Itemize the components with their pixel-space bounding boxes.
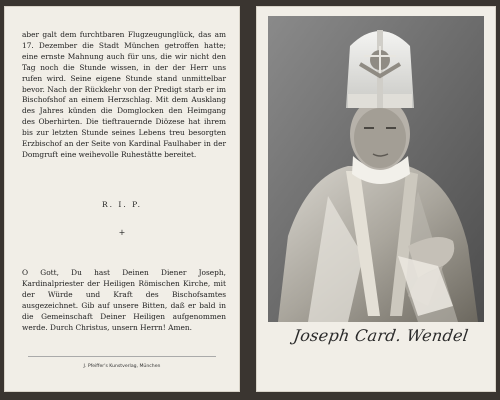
rip-text: R. I. P. <box>101 200 143 209</box>
cardinal-portrait-photo <box>268 16 484 322</box>
right-card <box>256 6 496 392</box>
obituary-paragraph: aber galt dem furchtbaren Flugzeugunglück, das am 17. Dezember die Stadt München getroffen hatte; eine ernste Mahnung auch für uns, die wir nicht den Tag noch die Stunde wissen, in der der Herr uns rufen wird. Seine eigene Stunde stand unmittelbar bevor. Nach der Rückkehr von der Predigt starb er im Bischofshof an einem Herzschlag. Mit dem Ausklang des Jahres künden die Domglocken den Heimgang des Oberhirten. Die tieftrauernde Diözese hat ihrem bis zur letzten Stunde seines Lebens treu besorgten Erzbischof an der Seite von Kardinal Faulhaber in der Domgruft eine weihevolle Ruhestätte bereitet. <box>22 30 226 159</box>
signature: Joseph Card. Wendel <box>292 326 470 345</box>
prayer-paragraph: O Gott, Du hast Deinen Diener Joseph, Kardinalpriester der Heiligen Römischen Kirche, mit der Würde und Kraft des Bischofsamtes ausgezeichnet. Gib auf unsere Bitten, daß er bald in die Gemeinschaft Deiner Heiligen aufgenommen werde. Durch Christus, unsern Herrn! Amen. <box>22 268 226 332</box>
portrait-illustration <box>268 16 484 322</box>
publisher-credit: J. Pfeiffer's Kunstverlag, München <box>83 364 161 369</box>
cross-symbol: + <box>118 228 126 237</box>
left-card <box>4 6 240 392</box>
divider-line <box>28 356 216 357</box>
